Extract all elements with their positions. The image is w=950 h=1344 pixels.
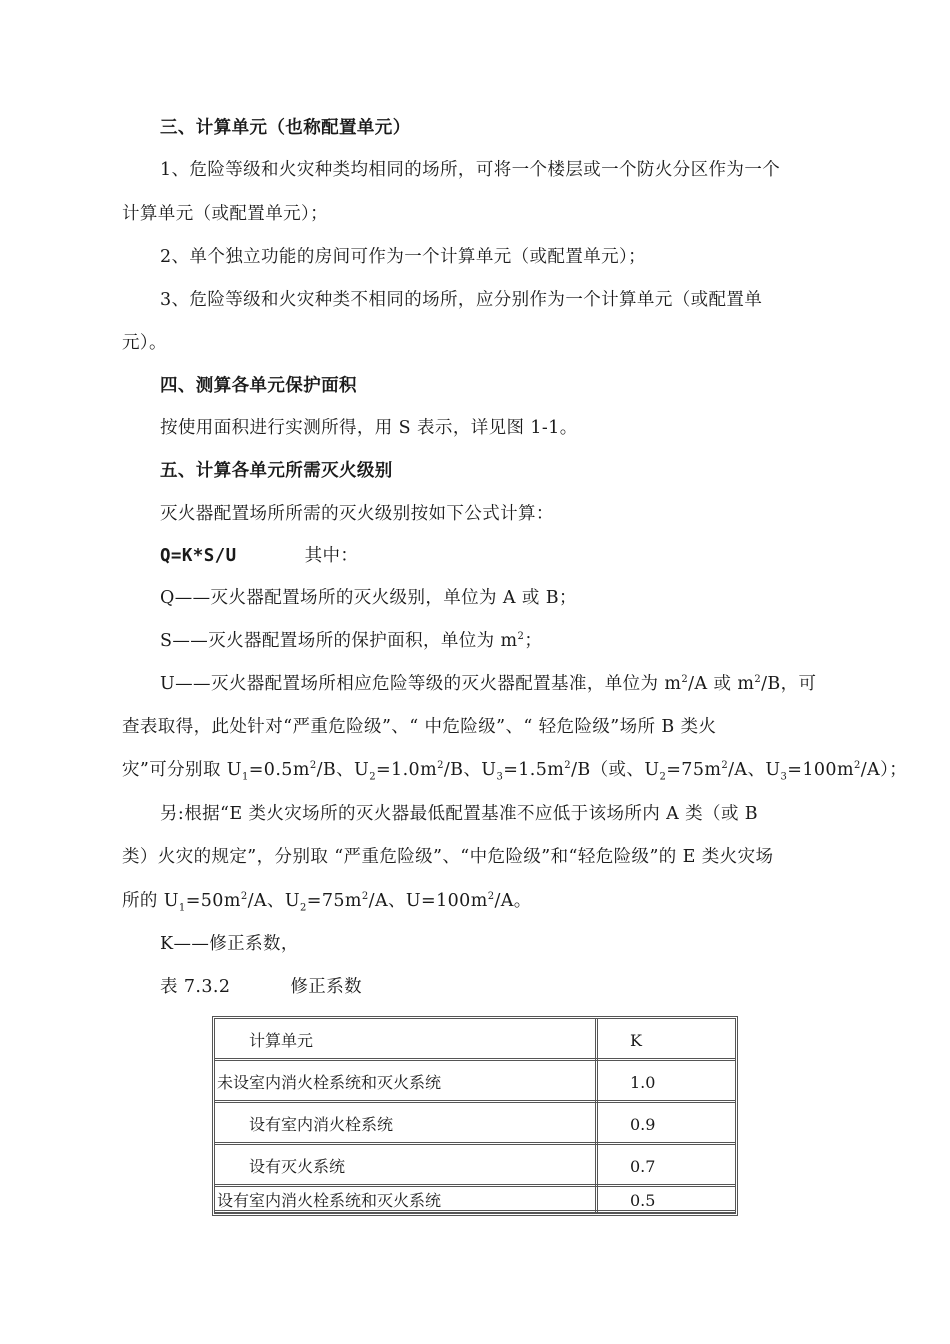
text-run: =50m [185,891,241,911]
paragraph-2: 2、单个独立功能的房间可作为一个计算单元（或配置单元）； [160,247,647,267]
superscript: 2 [517,631,525,643]
subscript: 1 [241,771,249,783]
table-cell-unit: 设有灭火系统 [249,1157,346,1176]
text-run: =1.0m [375,760,438,780]
table-cell-k: 0.5 [630,1191,656,1210]
formula: Q=K*S/U [160,546,237,566]
paragraph-3-line-1: 3、危险等级和火灾种类不相同的场所，应分别作为一个计算单元（或配置单 [160,290,763,310]
section-heading-4: 四、测算各单元保护面积 [160,376,357,396]
formula-line [160,544,358,568]
superscript: 2 [564,760,572,772]
table-row [215,1103,735,1145]
table-row [215,1187,735,1213]
definition-q: Q——灭火器配置场所的灭火级别，单位为 A 或 B； [160,588,577,608]
definition-u-line-2: 查表取得，此处针对“严重危险级”、“ 中危险级”、“ 轻危险级”场所 B 类火 [122,717,717,737]
paragraph-4: 按使用面积进行实测所得，用 S 表示，详见图 1-1。 [160,418,578,438]
definition-u-line-1 [160,672,816,696]
formula-note: 其中： [304,546,359,566]
table-header-row [215,1019,735,1061]
another-line-3 [122,889,532,913]
subscript: 3 [780,771,788,783]
section-heading-5: 五、计算各单元所需灭火级别 [160,461,393,481]
definition-s [160,629,542,653]
superscript: 2 [240,891,248,903]
text-run: =75m [306,891,362,911]
definition-s-text: S——灭火器配置场所的保护面积，单位为 m [160,631,518,651]
table-row [215,1145,735,1187]
text-run: /B（或、U [571,760,660,780]
superscript: 2 [681,674,689,686]
text-run: /A）； [860,760,908,780]
table-caption [160,975,362,999]
text-run: /B、U [316,760,370,780]
paragraph-1-line-2: 计算单元（或配置单元）； [122,204,329,224]
subscript: 3 [496,771,504,783]
table-cell-k: 1.0 [630,1073,656,1092]
text-run: /B，可 [761,674,817,694]
another-line-2: 类）火灾的规定”，分别取 “严重危险级”、“中危险级”和“轻危险级”的 E 类火灾场 [122,847,774,867]
definition-s-end: ； [524,631,543,651]
subscript: 2 [659,771,667,783]
section-heading-3: 三、计算单元（也称配置单元） [160,118,411,138]
definition-k: K——修正系数， [160,934,299,954]
subscript: 2 [299,902,307,914]
subscript: 2 [369,771,376,783]
text-run: /A、U=100m [368,891,488,911]
text-run: U——灭火器配置场所相应危险等级的灭火器配置基准，单位为 m [160,674,682,694]
another-line-1: 另:根据“E 类火灾场所的灭火器最低配置基准不应低于该场所内 A 类（或 B [160,804,759,824]
text-run: =75m [666,760,722,780]
superscript: 2 [853,760,861,772]
text-run: /A、U [247,891,300,911]
table-header-k: K [630,1031,642,1050]
text-run: /B、U [443,760,497,780]
superscript: 2 [309,760,317,772]
text-run: 所的 U [122,891,179,911]
table-cell-k: 0.9 [630,1115,656,1134]
table-cell-unit: 设有室内消火栓系统和灭火系统 [217,1191,442,1210]
subscript: 1 [178,902,186,914]
text-run: =100m [787,760,854,780]
correction-factor-table [212,1016,738,1216]
paragraph-5: 灭火器配置场所所需的灭火级别按如下公式计算： [160,504,554,524]
table-header-unit: 计算单元 [249,1031,314,1050]
superscript: 2 [487,891,495,903]
text-run: =0.5m [248,760,310,780]
table-number: 表 7.3.2 [160,977,231,997]
text-run: 灾”可分别取 U [122,760,242,780]
table-title: 修正系数 [290,977,362,997]
superscript: 2 [721,760,729,772]
paragraph-1-line-1: 1、危险等级和火灾种类均相同的场所，可将一个楼层或一个防火分区作为一个 [160,160,781,180]
table-cell-unit: 设有室内消火栓系统 [249,1115,394,1134]
superscript: 2 [754,674,762,686]
text-run: /A、U [728,760,781,780]
text-run: /A。 [494,891,532,911]
text-run: =1.5m [503,760,565,780]
table-cell-k: 0.7 [630,1157,656,1176]
text-run: /A 或 m [688,674,755,694]
superscript: 2 [361,891,369,903]
superscript: 2 [437,760,444,772]
table-column-divider [595,1019,598,1213]
paragraph-3-line-2: 元）。 [122,333,167,353]
table-row [215,1061,735,1103]
definition-u-line-3 [122,758,907,782]
table-cell-unit: 未设室内消火栓系统和灭火系统 [217,1073,442,1092]
